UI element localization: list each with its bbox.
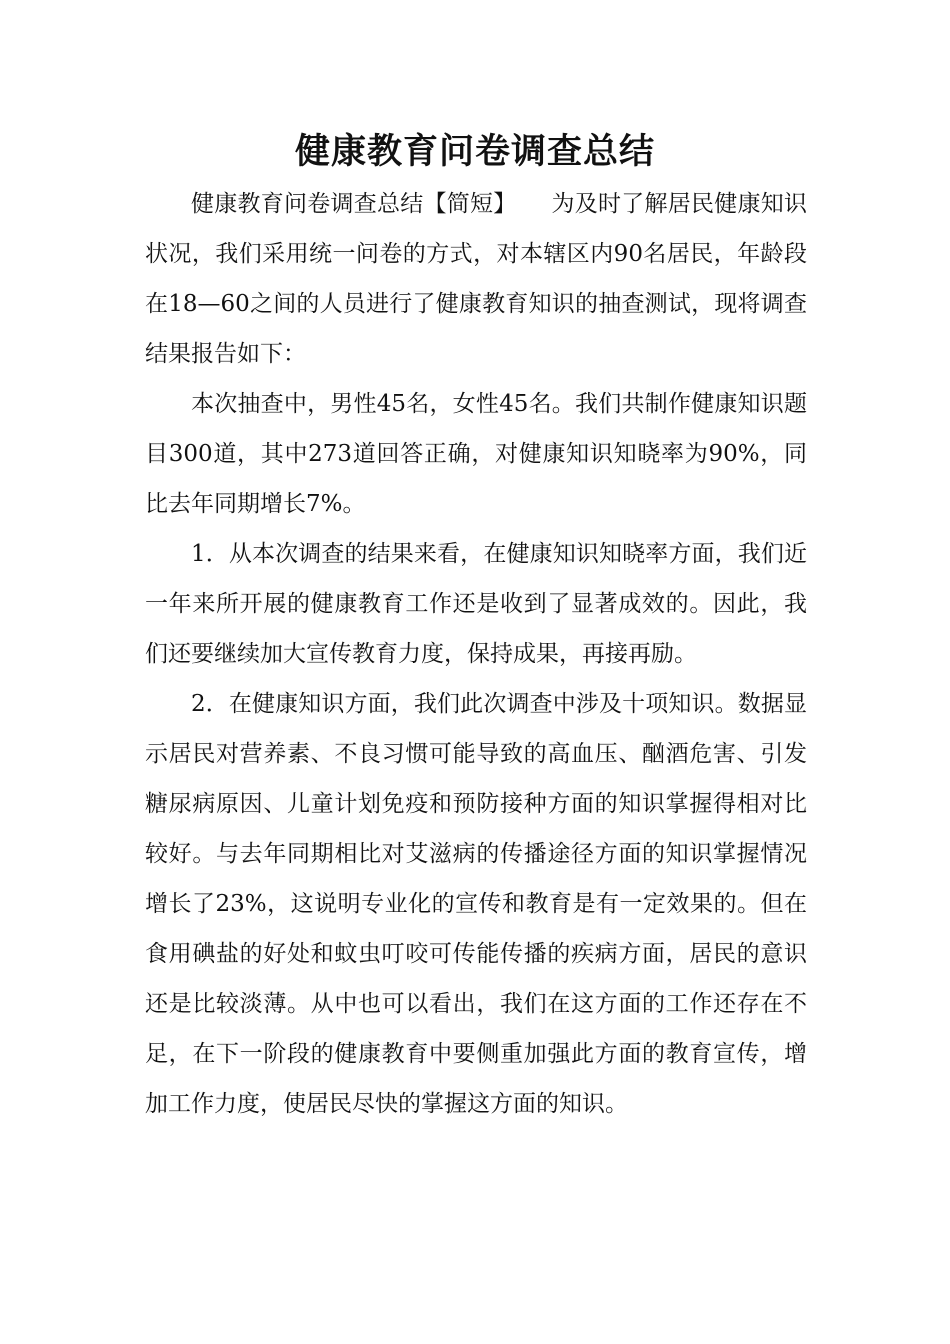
document-title: 健康教育问卷调查总结: [294, 131, 655, 172]
paragraph-point-1: 1．从本次调查的结果来看，在健康知识知晓率方面，我们近一年来所开展的健康教育工作还是收到了显著成效的。因此，我们还要继续加大宣传教育力度，保持成果，再接再励。: [145, 541, 807, 667]
paragraph-point-2: 2．在健康知识方面，我们此次调查中涉及十项知识。数据显示居民对营养素、不良习惯可能导致的高血压、酗酒危害、引发糖尿病原因、儿童计划免疫和预防接种方面的知识掌握得相对比较好。与去年同期相比对艾滋病的传播途径方面的知识掌握情况增长了23%，这说明专业化的宣传和教育是有一定效果的。但在食用碘盐的好处和蚊虫叮咬可传能传播的疾病方面，居民的意识还是比较淡薄。从中也可以看出，我们在这方面的工作还存在不足，在下一阶段的健康教育中要侧重加强此方面的教育宣传，增加工作力度，使居民尽快的掌握这方面的知识。: [145, 691, 807, 1117]
paragraph-statistics: 本次抽查中，男性45名，女性45名。我们共制作健康知识题目300道，其中273道回答正确，对健康知识知晓率为90%，同比去年同期增长7%。: [145, 391, 807, 517]
document-body: [145, 179, 807, 1129]
paragraph-intro: 健康教育问卷调查总结【简短】 为及时了解居民健康知识状况，我们采用统一问卷的方式，对本辖区内90名居民，年龄段在18—60之间的人员进行了健康教育知识的抽查测试，现将调查结果报告如下：: [145, 191, 807, 367]
